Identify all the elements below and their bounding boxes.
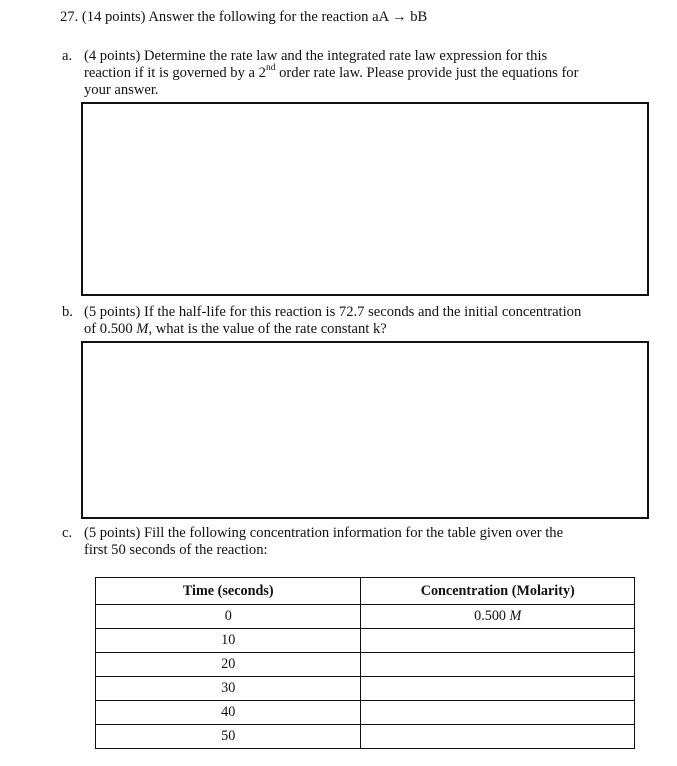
part-a-line-2-text: reaction if it is governed by a 2: [84, 65, 266, 81]
ordinal-superscript: nd: [265, 63, 276, 74]
part-b-line-1: (5 points) If the half-life for this reaction is 72.7 seconds and the initial concentration: [84, 304, 582, 320]
part-c-line-2: first 50 seconds of the reaction:: [84, 542, 268, 558]
time-cell: 30: [96, 677, 361, 701]
concentration-table: [95, 577, 635, 749]
table-row: [96, 629, 635, 653]
table-row: [96, 725, 635, 749]
table-row: [96, 701, 635, 725]
molarity-unit: M: [136, 321, 149, 337]
time-cell: 10: [96, 629, 361, 653]
part-c-marker: c.: [62, 525, 73, 541]
part-a-line-1: (4 points) Determine the rate law and the integrated rate law expression for this: [84, 48, 548, 64]
part-b-marker: b.: [62, 304, 73, 320]
part-b-line-2-text: of 0.500: [84, 321, 137, 337]
question-number: 27.: [60, 9, 79, 25]
concentration-column-header: Concentration (Molarity): [361, 578, 635, 605]
table-row: [96, 653, 635, 677]
time-cell: 50: [96, 725, 361, 749]
part-a-line-2: [84, 65, 578, 82]
time-cell: 0: [96, 605, 361, 629]
part-b-line-2: [84, 321, 387, 338]
concentration-cell[interactable]: [361, 605, 635, 629]
part-a-marker: a.: [62, 48, 73, 64]
concentration-unit: M: [509, 608, 522, 624]
part-c-line-1: (5 points) Fill the following concentration information for the table given over the: [84, 525, 564, 541]
part-a-line-3: your answer.: [84, 82, 159, 98]
concentration-cell[interactable]: [361, 725, 635, 749]
question-heading: [60, 9, 427, 26]
table-row: [96, 605, 635, 629]
time-column-header: Time (seconds): [96, 578, 361, 605]
part-b-line-2-rest: , what is the value of the rate constant k?: [148, 321, 387, 337]
concentration-cell[interactable]: [361, 677, 635, 701]
part-b-answer-box[interactable]: [81, 341, 649, 519]
table-header-row: [96, 578, 635, 605]
concentration-cell[interactable]: [361, 653, 635, 677]
concentration-cell[interactable]: [361, 629, 635, 653]
part-a-line-2-rest: order rate law. Please provide just the equations for: [275, 65, 579, 81]
question-intro: (14 points) Answer the following for the reaction aA → bB: [81, 9, 428, 25]
time-cell: 20: [96, 653, 361, 677]
table-row: [96, 677, 635, 701]
concentration-value: 0.500: [474, 608, 510, 624]
part-a-answer-box[interactable]: [81, 102, 649, 296]
concentration-cell[interactable]: [361, 701, 635, 725]
time-cell: 40: [96, 701, 361, 725]
